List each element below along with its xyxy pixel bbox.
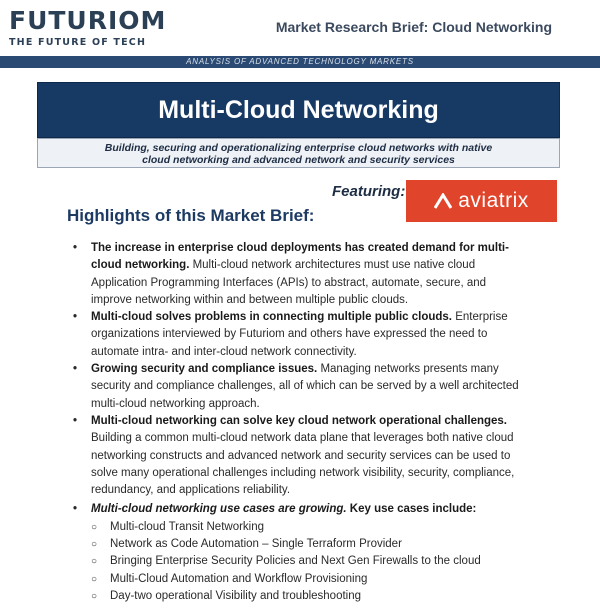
circle-bullet-icon: ○: [91, 556, 98, 568]
point-bold: Multi-cloud solves problems in connecting multiple public clouds.: [91, 311, 453, 324]
logo-tagline: THE FUTURE OF TECH: [9, 37, 147, 48]
sub-list-item: [91, 553, 528, 570]
brief-title: Market Research Brief: Cloud Networking: [275, 19, 552, 35]
use-case-label: Day-two operational Visibility and troubleshooting: [110, 589, 362, 602]
list-item: [73, 361, 528, 413]
use-case-label: Multi-cloud Transit Networking: [110, 520, 265, 533]
bullet-icon: •: [73, 242, 78, 254]
list-item: [73, 240, 528, 309]
sub-list-item: [91, 588, 528, 605]
aviatrix-logo: [406, 180, 557, 222]
aviatrix-chevron-icon: [434, 193, 452, 209]
main-title: Multi-Cloud Networking: [37, 82, 560, 138]
list-item: [73, 309, 528, 361]
use-case-label: Bringing Enterprise Security Policies and Next Gen Firewalls to the cloud: [110, 555, 481, 568]
point-text: Multi-cloud network architectures must use native cloud Application Programming Interfaces (APIs) to abstract, automate, secure, and improve networking within and between multiple public clouds.: [91, 259, 487, 306]
point-bold: Key use cases include:: [346, 503, 477, 516]
use-case-label: Multi-Cloud Automation and Workflow Provisioning: [110, 572, 368, 585]
point-text: Managing networks presents many security and compliance challenges, all of which can be served by a well architected multi-cloud networking approach.: [91, 363, 519, 410]
subtitle-line-2: cloud networking and advanced network and security services: [142, 154, 455, 166]
list-item: [73, 501, 528, 605]
point-bold: Growing security and compliance issues.: [91, 363, 318, 376]
use-case-label: Network as Code Automation – Single Terraform Provider: [110, 538, 402, 551]
sub-list-item: [91, 519, 528, 536]
use-case-list: [91, 519, 528, 605]
point-text: Enterprise organizations interviewed by Futuriom and others have expressed the need to automate intra- and inter-cloud network connectivity.: [91, 311, 508, 358]
futuriom-logo: [9, 8, 166, 48]
banner-bar: ANALYSIS OF ADVANCED TECHNOLOGY MARKETS: [0, 56, 600, 68]
sub-list-item: [91, 536, 528, 553]
circle-bullet-icon: ○: [91, 573, 98, 585]
bullet-icon: •: [73, 311, 78, 324]
circle-bullet-icon: ○: [91, 539, 98, 551]
subtitle-box: [37, 138, 560, 168]
circle-bullet-icon: ○: [91, 590, 98, 602]
bullet-icon: •: [73, 363, 78, 376]
highlights-heading: Highlights of this Market Brief:: [67, 206, 315, 225]
point-bold-italic: Multi-cloud networking use cases are growing.: [91, 503, 347, 516]
circle-bullet-icon: ○: [91, 521, 98, 533]
logo-wordmark: FUTURIOM: [9, 6, 167, 35]
aviatrix-wordmark: aviatrix: [458, 189, 529, 212]
point-bold: The increase in enterprise cloud deployments has created demand for multi-cloud networking.: [91, 242, 509, 272]
bullet-icon: •: [73, 414, 78, 427]
point-text: Building a common multi-cloud network data plane that leverages both native cloud networking constructs and advanced network and security services can be used to solve many operational challenges including network visibility, security, compliance, redundancy, and applications reliability.: [91, 432, 515, 497]
sub-list-item: [91, 571, 528, 588]
highlights-list: [73, 240, 528, 605]
featuring-label: Featuring:: [332, 183, 406, 200]
point-bold: Multi-cloud networking can solve key cloud network operational challenges.: [91, 414, 507, 427]
list-item: [73, 413, 528, 499]
subtitle-line-1: Building, securing and operationalizing enterprise cloud networks with native: [104, 142, 493, 154]
bullet-icon: •: [73, 503, 78, 516]
